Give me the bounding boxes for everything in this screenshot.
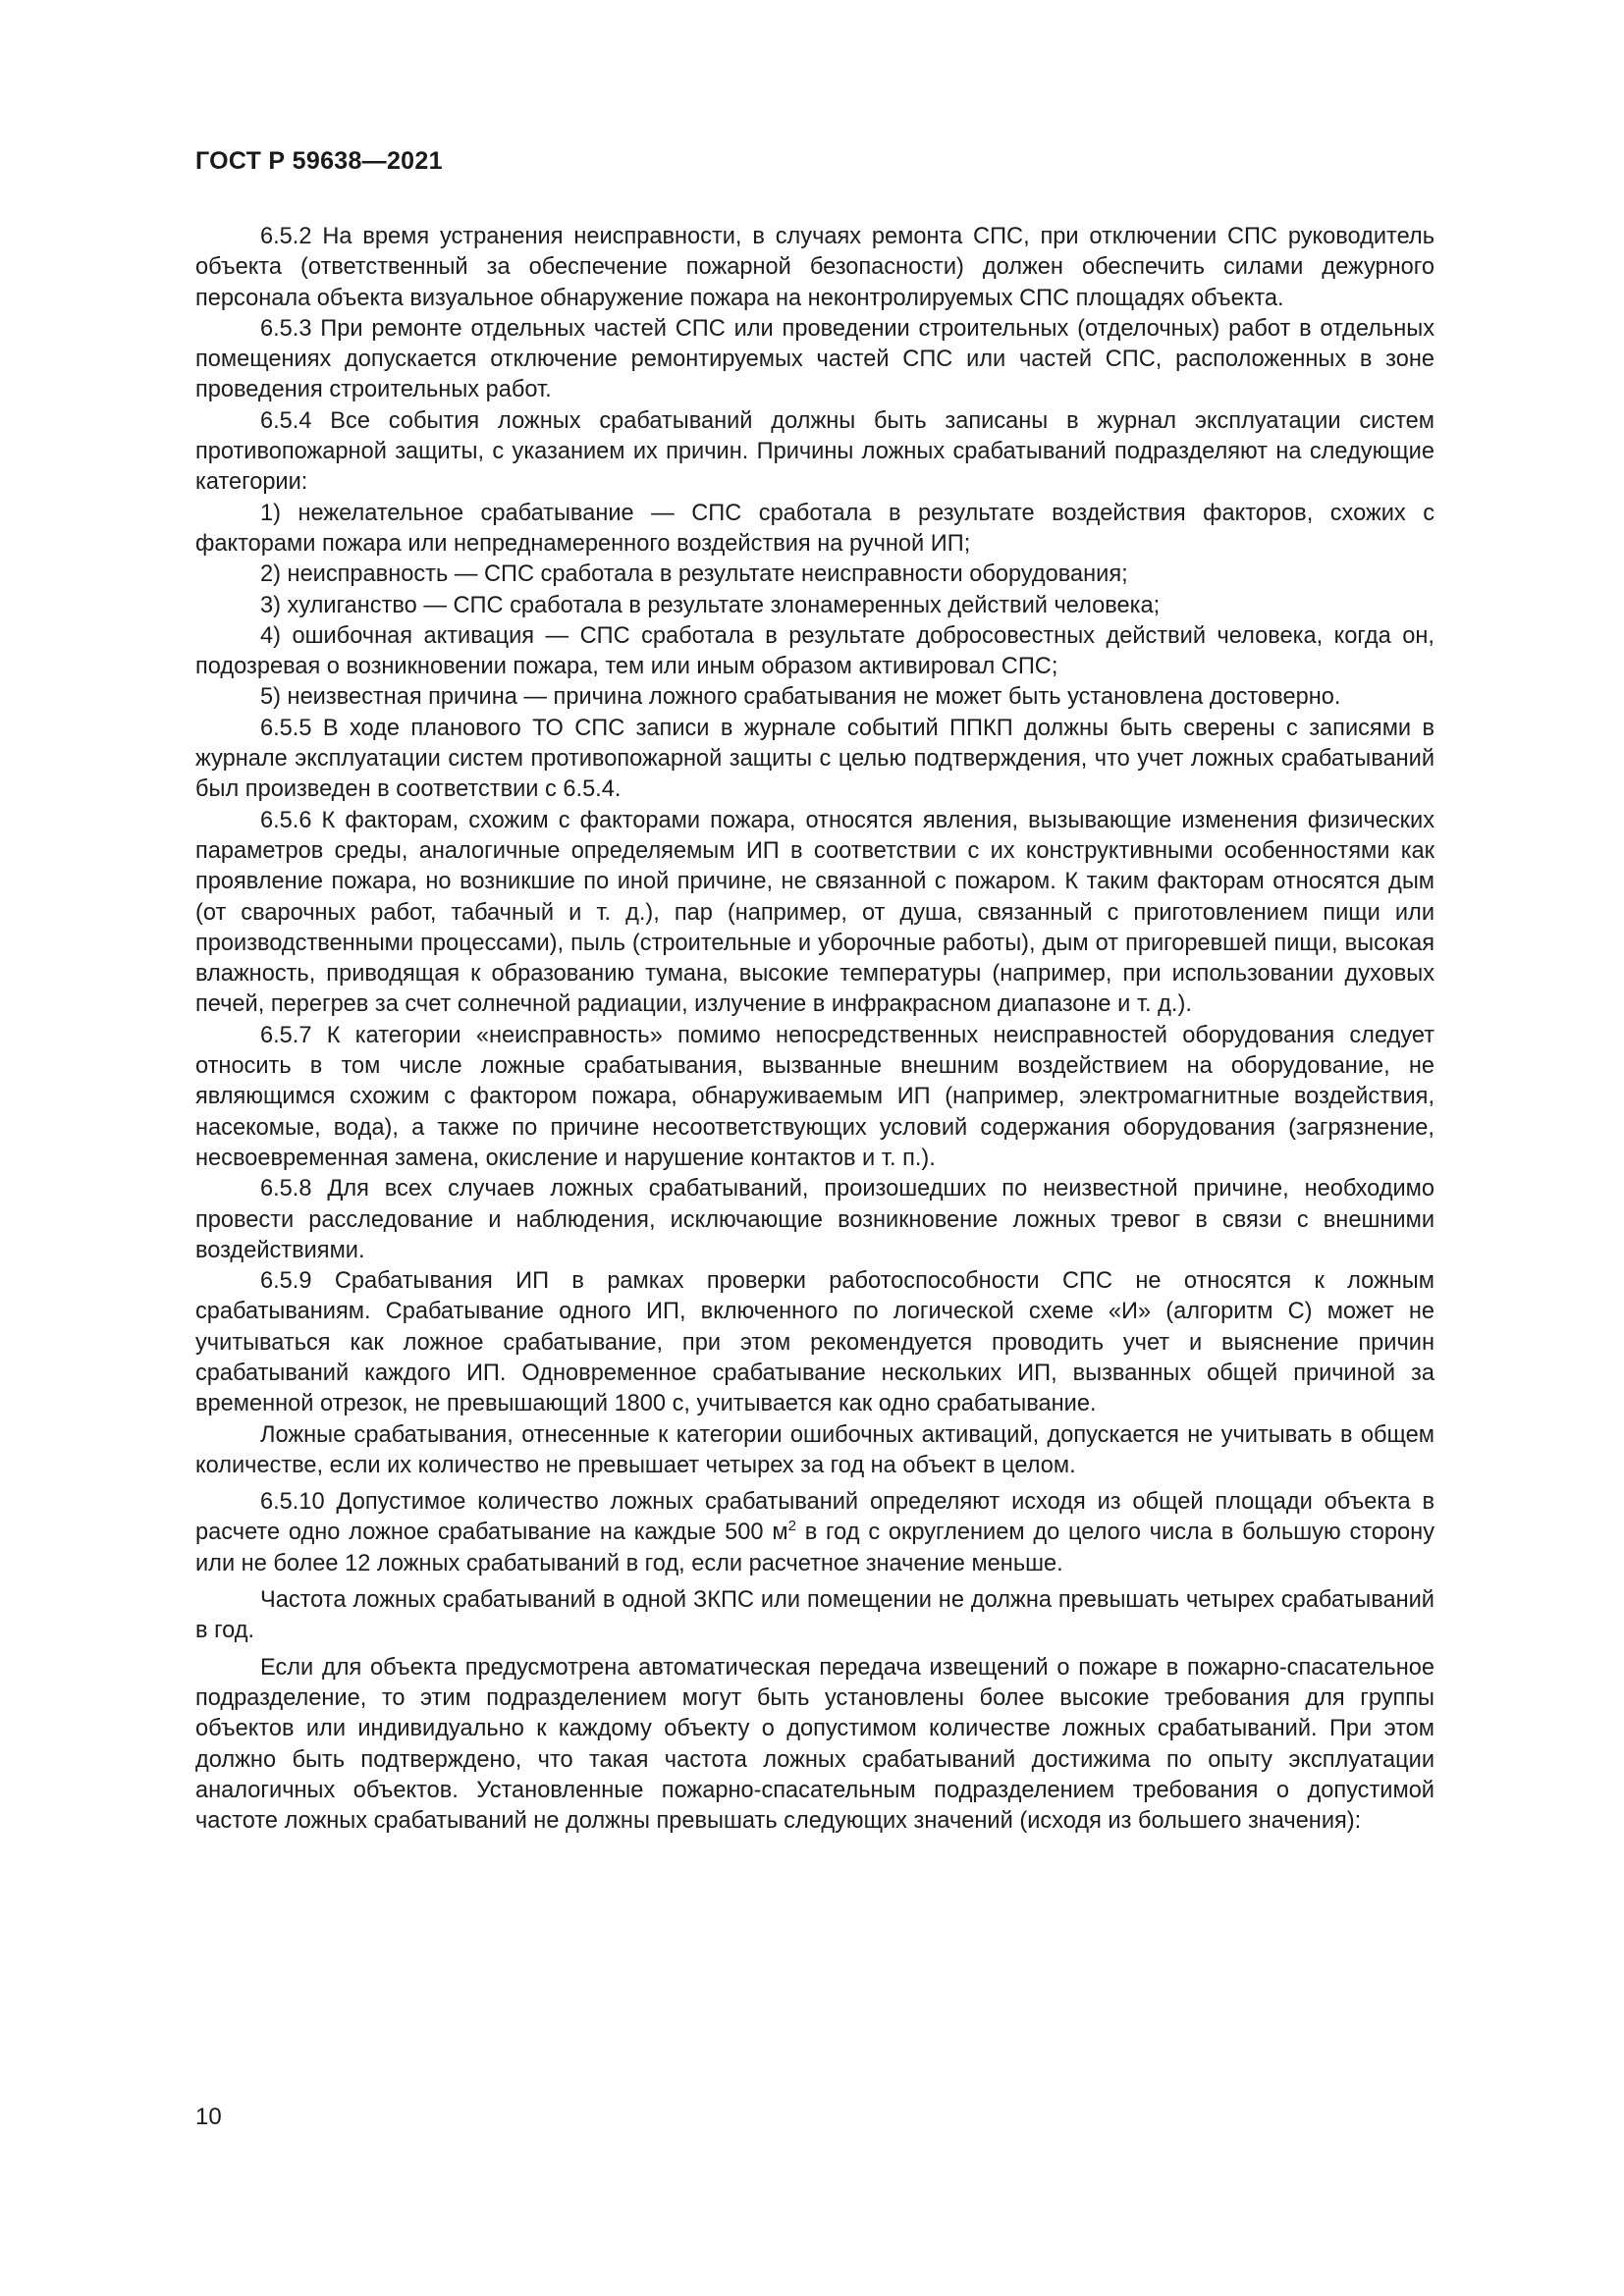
paragraph-6-5-10 xyxy=(195,1487,1435,1579)
paragraph-frequency-zone: Частота ложных срабатываний в одной ЗКПС или помещении не должна превышать четырех срабатываний в год. xyxy=(195,1587,1435,1644)
paragraph-6-5-9-note: Ложные срабатывания, отнесенные к категории ошибочных активаций, допускается не учитывать в общем количестве, если их количество не превышает четырех за год на объект в целом. xyxy=(195,1421,1435,1478)
paragraph-6-5-10-part2: в год с округлением до целого числа в большую сторону или не более 12 ложных срабатываний в год, если расчетное значение меньше. xyxy=(195,1520,1435,1576)
paragraph-6-5-2: 6.5.2 На время устранения неисправности, в случаях ремонта СПС, при отключении СПС руководитель объекта (ответственный за обеспечение пожарной безопасности) должен обеспечить силами дежурного персонала объекта визуальное обнаружение пожара на неконтролируемых СПС площадях объекта. xyxy=(195,224,1435,311)
paragraph-6-5-10-part1: 6.5.10 Допустимое количество ложных срабатываний определяют исходя из общей площади объекта в расчете одно ложное срабатывание на каждые 500 м xyxy=(195,1489,1435,1546)
list-item-1: 1) нежелательное срабатывание — СПС сработала в результате воздействия факторов, схожих с факторами пожара или непреднамеренного воздействия на ручной ИП; xyxy=(195,500,1435,557)
paragraph-fire-service: Если для объекта предусмотрена автоматическая передача извещений о пожаре в пожарно-спасательное подразделение, то этим подразделением могут быть установлены более высокие требования для группы объектов или индивидуально к каждому объекту о допустимом количестве ложных срабатываний. При этом должно быть подтверждено, что такая частота ложных срабатываний достижима по опыту эксплуатации аналогичных объектов. Установленные пожарно-спасательным подразделением требования о допустимой частоте ложных срабатываний не должны превышать следующих значений (исходя из большего значения): xyxy=(195,1654,1435,1835)
document-code-header: ГОСТ Р 59638—2021 xyxy=(195,147,443,175)
document-body xyxy=(195,222,1435,1837)
paragraph-6-5-4: 6.5.4 Все события ложных срабатываний должны быть записаны в журнал эксплуатации систем противопожарной защиты, с указанием их причин. Причины ложных срабатываний подразделяют на следующие категории: xyxy=(195,407,1435,496)
paragraph-6-5-7: 6.5.7 К категории «неисправность» помимо непосредственных неисправностей оборудования следует относить в том числе ложные срабатывания, вызванные внешним воздействием на оборудование, не являющимся схожим с фактором пожара, обнаруживаемым ИП (например, электромагнитные воздействия, насекомые, вода), а также по причине несоответствующих условий содержания оборудования (загрязнение, несвоевременная замена, окисление и нарушение контактов и т. п.). xyxy=(195,1022,1435,1171)
paragraph-6-5-3: 6.5.3 При ремонте отдельных частей СПС или проведении строительных (отделочных) работ в отдельных помещениях допускается отключение ремонтируемых частей СПС или частей СПС, расположенных в зоне проведения строительных работ. xyxy=(195,315,1435,403)
page-number: 10 xyxy=(195,2104,222,2130)
list-item-5: 5) неизвестная причина — причина ложного срабатывания не может быть установлена достоверно. xyxy=(260,684,1341,711)
paragraph-6-5-5: 6.5.5 В ходе планового ТО СПС записи в журнале событий ППКП должны быть сверены с записями в журнале эксплуатации систем противопожарной защиты с целью подтверждения, что учет ложных срабатываний был произведен в соответствии с 6.5.4. xyxy=(195,715,1435,803)
paragraph-6-5-6: 6.5.6 К факторам, схожим с факторами пожара, относятся явления, вызывающие изменения физических параметров среды, аналогичные определяемым ИП в соответствии с их конструктивными особенностями как проявление пожара, но возникшие по иной причине, не связанной с пожаром. К таким факторам относятся дым (от сварочных работ, табачный и т. д.), пар (например, от душа, связанный с приготовлением пищи или производственными процессами), пыль (строительные и уборочные работы), дым от пригоревшей пищи, высокая влажность, приводящая к образованию тумана, высокие температуры (например, при использовании духовых печей, перегрев за счет солнечной радиации, излучение в инфракрасном диапазоне и т. д.). xyxy=(195,807,1435,1018)
list-item-4: 4) ошибочная активация — СПС сработала в результате добросовестных действий человека, когда он, подозревая о возникновении пожара, тем или иным образом активировал СПС; xyxy=(195,622,1435,680)
list-item-2: 2) неисправность — СПС сработала в результате неисправности оборудования; xyxy=(260,561,1128,588)
superscript-exponent: 2 xyxy=(787,1518,796,1535)
paragraph-6-5-8: 6.5.8 Для всех случаев ложных срабатываний, произошедших по неизвестной причине, необходимо провести расследование и наблюдения, исключающие возникновение ложных тревог в связи с внешними воздействиями. xyxy=(195,1176,1435,1263)
paragraph-6-5-9: 6.5.9 Срабатывания ИП в рамках проверки работоспособности СПС не относятся к ложным срабатываниям. Срабатывание одного ИП, включенного по логической схеме «И» (алгоритм С) может не учитываться как ложное срабатывание, при этом рекомендуется проводить учет и выяснение причин срабатываний каждого ИП. Одновременное срабатывание нескольких ИП, вызванных общей причиной за временной отрезок, не превышающий 1800 с, учитывается как одно срабатывание. xyxy=(195,1268,1435,1417)
list-item-3: 3) хулиганство — СПС сработала в результате злонамеренных действий человека; xyxy=(260,592,1161,618)
